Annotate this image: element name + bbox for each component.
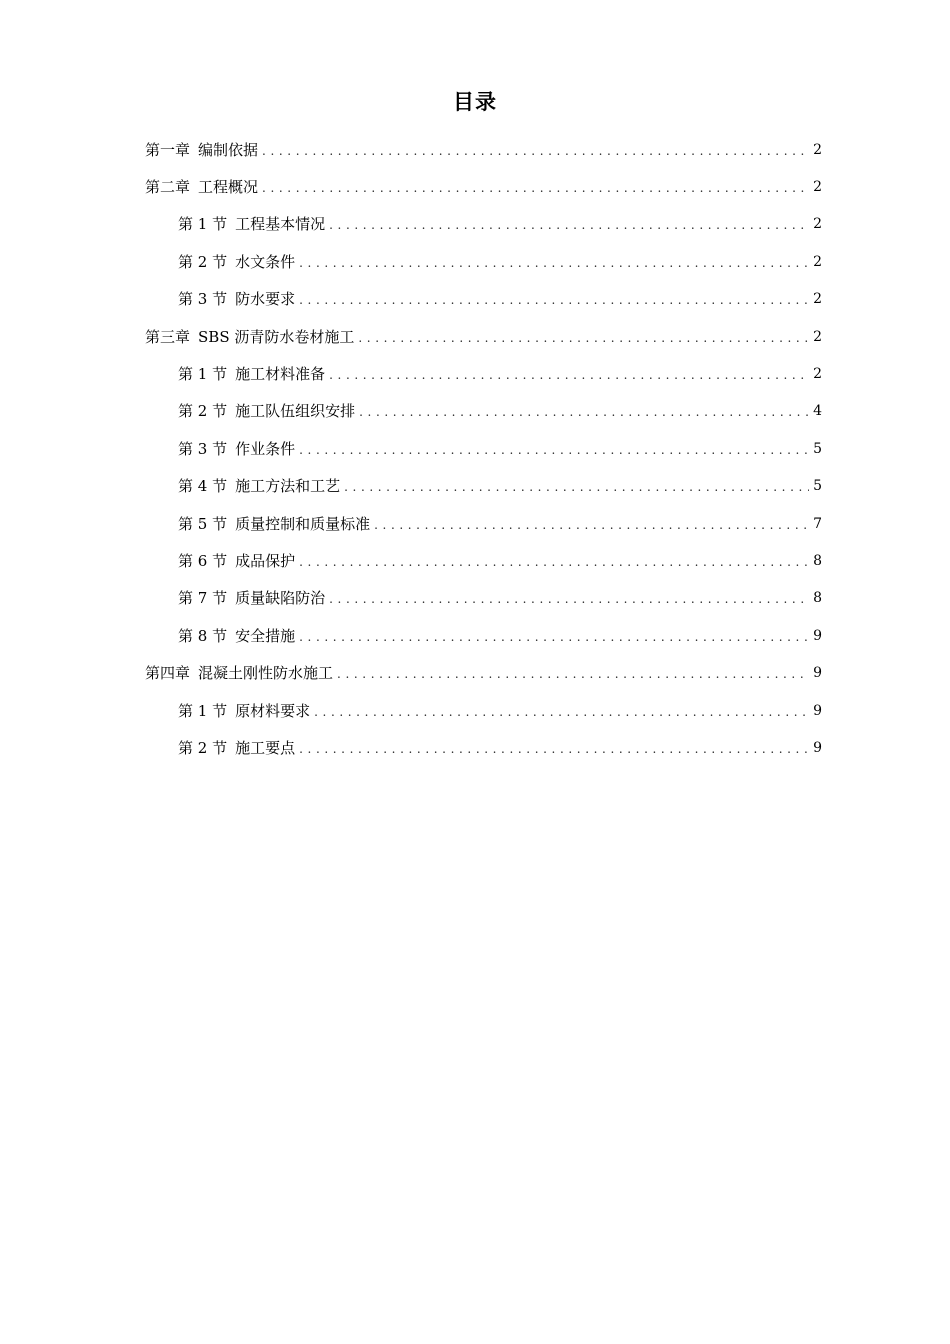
toc-entry-title: 施工方法和工艺 bbox=[235, 477, 341, 496]
toc-entry-number: 第 3 节 bbox=[178, 439, 228, 458]
toc-dot-leader bbox=[299, 552, 809, 572]
toc-entry-title: 工程基本情况 bbox=[235, 215, 326, 234]
toc-entry-number: 第 7 节 bbox=[178, 589, 228, 608]
toc-entry-page: 9 bbox=[813, 702, 822, 719]
toc-dot-leader bbox=[374, 515, 809, 535]
toc-entry-page: 8 bbox=[813, 552, 822, 569]
toc-entry-label bbox=[178, 626, 295, 646]
toc-entry-page: 9 bbox=[813, 665, 822, 682]
toc-entry-section[interactable] bbox=[145, 430, 822, 467]
toc-entry-page: 4 bbox=[813, 403, 822, 420]
toc-dot-leader bbox=[299, 290, 809, 310]
toc-dot-leader bbox=[358, 328, 809, 348]
toc-entry-number: 第 8 节 bbox=[178, 626, 228, 645]
toc-entry-page: 2 bbox=[813, 141, 822, 158]
toc-entry-label bbox=[178, 476, 340, 496]
toc-entry-title: 工程概况 bbox=[198, 178, 259, 197]
toc-entry-label bbox=[178, 289, 295, 309]
toc-dot-leader bbox=[314, 702, 809, 722]
toc-entry-number: 第 2 节 bbox=[178, 738, 228, 757]
toc-entry-title: 成品保护 bbox=[235, 551, 296, 570]
toc-dot-leader bbox=[262, 141, 809, 161]
toc-dot-leader bbox=[359, 402, 809, 422]
toc-entry-label bbox=[178, 364, 325, 384]
toc-entry-section[interactable] bbox=[145, 505, 822, 542]
toc-entry-page: 5 bbox=[813, 478, 822, 495]
toc-entry-label bbox=[178, 738, 295, 758]
toc-entry-section[interactable] bbox=[145, 281, 822, 318]
toc-entry-number: 第 5 节 bbox=[178, 514, 228, 533]
toc-entry-number: 第 1 节 bbox=[178, 215, 228, 234]
toc-dot-leader bbox=[299, 440, 809, 460]
toc-entry-number: 第 4 节 bbox=[178, 477, 228, 496]
toc-entry-number: 第 6 节 bbox=[178, 551, 228, 570]
toc-entry-page: 5 bbox=[813, 440, 822, 457]
toc-entry-section[interactable] bbox=[145, 393, 822, 430]
toc-dot-leader bbox=[329, 215, 809, 235]
toc-entry-label bbox=[178, 401, 355, 421]
toc-entry-page: 2 bbox=[813, 253, 822, 270]
toc-entry-number: 第一章 bbox=[145, 140, 191, 159]
toc-entry-title: 安全措施 bbox=[235, 626, 296, 645]
toc-entry-label bbox=[145, 140, 258, 160]
toc-entry-title: 原材料要求 bbox=[235, 701, 311, 720]
toc-entry-page: 8 bbox=[813, 590, 822, 607]
toc-entry-label bbox=[178, 214, 325, 234]
toc-title: 目录 bbox=[453, 90, 497, 114]
toc-entry-number: 第 2 节 bbox=[178, 252, 228, 271]
toc-entry-title: 施工队伍组织安排 bbox=[235, 402, 356, 421]
toc-entry-title: 混凝土刚性防水施工 bbox=[198, 664, 334, 683]
toc-entry-page: 2 bbox=[813, 291, 822, 308]
toc-entry-title: 防水要求 bbox=[235, 290, 296, 309]
toc-dot-leader bbox=[299, 253, 809, 273]
toc-entry-label bbox=[178, 252, 295, 272]
toc-entry-section[interactable] bbox=[145, 542, 822, 579]
toc-entry-page: 9 bbox=[813, 739, 822, 756]
toc-dot-leader bbox=[262, 178, 809, 198]
toc-entry-label bbox=[145, 327, 354, 347]
toc-entry-label bbox=[178, 439, 295, 459]
toc-entry-label bbox=[178, 588, 325, 608]
toc-entry-title: SBS 沥青防水卷材施工 bbox=[198, 327, 355, 346]
toc-entry-page: 2 bbox=[813, 366, 822, 383]
toc-entry-label bbox=[145, 663, 333, 683]
toc-entry-title: 水文条件 bbox=[235, 252, 296, 271]
toc-dot-leader bbox=[329, 365, 809, 385]
toc-entry-page: 2 bbox=[813, 216, 822, 233]
toc-dot-leader bbox=[299, 739, 809, 759]
toc-dot-leader bbox=[299, 627, 809, 647]
toc-entry-title: 质量控制和质量标准 bbox=[235, 514, 371, 533]
toc-entry-section[interactable] bbox=[145, 355, 822, 392]
toc-dot-leader bbox=[344, 477, 809, 497]
toc-entry-title: 质量缺陷防治 bbox=[235, 589, 326, 608]
toc-entry-title: 施工材料准备 bbox=[235, 365, 326, 384]
toc-entry-section[interactable] bbox=[145, 692, 822, 729]
toc-dot-leader bbox=[329, 589, 809, 609]
toc-entry-page: 9 bbox=[813, 627, 822, 644]
toc-entry-title: 施工要点 bbox=[235, 738, 296, 757]
toc-entry-section[interactable] bbox=[145, 206, 822, 243]
toc-entry-number: 第二章 bbox=[145, 178, 191, 197]
toc-entry-chapter-4[interactable] bbox=[145, 654, 822, 691]
toc-entry-number: 第 3 节 bbox=[178, 290, 228, 309]
toc-entry-label bbox=[178, 514, 370, 534]
toc-entry-chapter-2[interactable] bbox=[145, 168, 822, 205]
toc-entry-number: 第 1 节 bbox=[178, 701, 228, 720]
toc-entry-title: 编制依据 bbox=[198, 140, 259, 159]
toc-entry-page: 2 bbox=[813, 328, 822, 345]
toc-entry-section[interactable] bbox=[145, 243, 822, 280]
toc-entry-number: 第 1 节 bbox=[178, 365, 228, 384]
toc-entry-label bbox=[178, 551, 295, 571]
toc-entry-section[interactable] bbox=[145, 729, 822, 766]
toc-entry-chapter-3[interactable] bbox=[145, 318, 822, 355]
toc-entry-title: 作业条件 bbox=[235, 439, 296, 458]
toc-entry-page: 7 bbox=[813, 515, 822, 532]
toc-entry-page: 2 bbox=[813, 179, 822, 196]
toc-entry-section[interactable] bbox=[145, 617, 822, 654]
toc-list bbox=[145, 131, 822, 767]
toc-dot-leader bbox=[337, 664, 809, 684]
toc-entry-number: 第 2 节 bbox=[178, 402, 228, 421]
toc-entry-section[interactable] bbox=[145, 468, 822, 505]
toc-entry-number: 第四章 bbox=[145, 664, 191, 683]
toc-entry-number: 第三章 bbox=[145, 327, 191, 346]
toc-entry-label bbox=[145, 177, 258, 197]
toc-entry-label bbox=[178, 701, 310, 721]
toc-entry-chapter-1[interactable] bbox=[145, 131, 822, 168]
toc-entry-section[interactable] bbox=[145, 580, 822, 617]
